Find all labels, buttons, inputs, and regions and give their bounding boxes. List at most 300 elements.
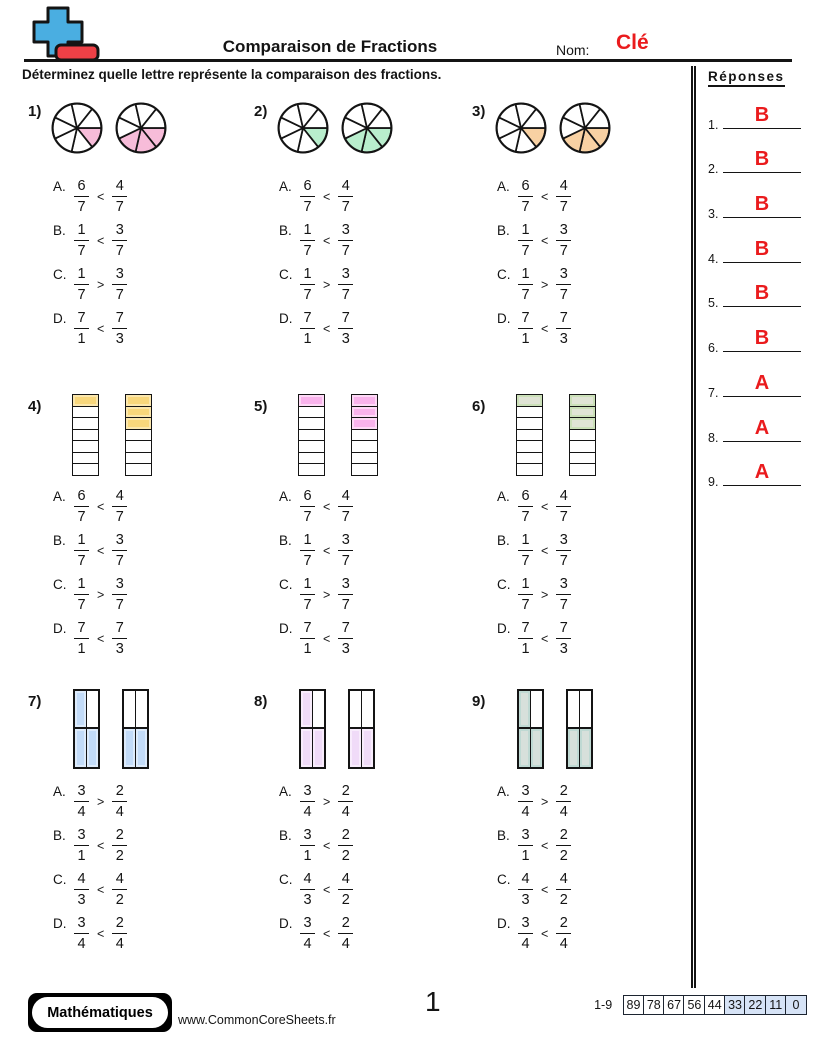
fraction-numerator: 6 [74,177,89,197]
answer-row [696,315,816,360]
fraction-numerator: 2 [556,914,571,934]
choice-letter: B. [497,828,510,843]
comparison-operator: < [97,839,105,853]
comparison-operator: > [323,588,331,602]
fraction-grid-figure [122,689,149,769]
shaded-part [517,395,542,407]
fraction-denominator: 7 [115,199,124,215]
comparison-operator: < [323,632,331,646]
problem-number: 6) [472,398,486,415]
figure-pair [517,689,593,769]
fraction-denominator: 7 [341,597,350,613]
fraction-numerator: 7 [112,619,127,639]
unshaded-part [517,418,542,430]
choices-list [279,177,353,353]
comparison-operator: > [97,278,105,292]
fraction-denominator: 2 [341,848,350,864]
fraction [518,619,533,659]
fraction [556,575,571,615]
fraction [300,914,315,954]
comparison-operator: < [97,190,105,204]
comparison-operator: < [97,322,105,336]
unshaded-part [362,691,374,729]
fraction [112,575,127,615]
comparison-operator: < [97,500,105,514]
fraction-denominator: 7 [303,287,312,303]
score-cell: 22 [744,995,766,1015]
answer-row [696,226,816,271]
fraction [300,531,315,571]
choice-row [279,309,353,353]
fraction-denominator: 7 [77,553,86,569]
comparison-operator: < [541,544,549,558]
choice-row [279,782,353,826]
fraction [338,177,353,217]
fraction-numerator: 3 [556,265,571,285]
fraction-denominator: 7 [115,509,124,525]
comparison-operator: < [97,234,105,248]
choice-row [497,265,571,309]
fraction [300,619,315,659]
fraction-numerator: 6 [518,487,533,507]
comparison-operator: < [97,632,105,646]
fraction-denominator: 7 [521,287,530,303]
choice-letter: A. [53,179,66,194]
choices-list [497,177,571,353]
choice-letter: A. [279,489,292,504]
choice-letter: B. [279,828,292,843]
choice-letter: D. [53,916,67,931]
fraction-bar-figure [516,394,543,476]
comparison-operator: > [323,278,331,292]
comparison-operator: < [541,234,549,248]
fraction-numerator: 3 [338,265,353,285]
choice-letter: A. [279,784,292,799]
fraction-numerator: 1 [518,575,533,595]
answer-letter: B [754,237,770,260]
comparison-operator: > [541,795,549,809]
unshaded-part [126,430,151,442]
choice-letter: B. [497,223,510,238]
comparison-operator: < [541,632,549,646]
choice-row [53,826,127,870]
fraction [112,619,127,659]
fraction-numerator: 2 [112,914,127,934]
fraction-denominator: 7 [77,597,86,613]
shaded-part [568,729,580,767]
fraction [112,309,127,349]
fraction [338,531,353,571]
fraction-denominator: 7 [303,199,312,215]
choice-row [497,575,571,619]
unshaded-part [126,464,151,475]
comparison-operator: > [541,278,549,292]
fraction-denominator: 7 [521,243,530,259]
fraction-denominator: 3 [559,641,568,657]
plus-minus-icon [18,5,100,63]
header-rule [24,59,792,62]
answer-line [723,172,801,173]
unshaded-part [570,464,595,475]
choice-row [279,487,353,531]
problem-number: 9) [472,693,486,710]
score-table [594,995,807,1015]
fraction-denominator: 3 [521,892,530,908]
unshaded-part [352,464,377,475]
fraction-denominator: 7 [115,553,124,569]
choice-row [497,914,571,958]
fraction-numerator: 4 [300,870,315,890]
fraction-denominator: 7 [303,243,312,259]
answer-line [723,485,801,486]
answer-letter: A [754,371,770,394]
fraction-grid-figure [348,689,375,769]
fraction-numerator: 4 [338,487,353,507]
problem-number: 8) [254,693,268,710]
choice-letter: C. [53,267,67,282]
fraction-bar-figure [72,394,99,476]
answer-line [723,396,801,397]
answer-line [723,441,801,442]
comparison-operator: < [323,839,331,853]
fraction [556,782,571,822]
answers-title: Réponses [708,69,785,87]
answer-row [696,405,816,450]
fraction-denominator: 7 [521,553,530,569]
comparison-operator: > [323,795,331,809]
fraction [556,914,571,954]
choice-row [279,531,353,575]
shaded-part [580,729,592,767]
figure-pair [494,101,612,155]
fraction [300,309,315,349]
brand-label: Mathématiques [32,997,168,1028]
shaded-part [352,418,377,430]
choices-list [279,487,353,663]
fraction-numerator: 2 [556,826,571,846]
choice-letter: C. [497,577,511,592]
unshaded-part [299,441,324,453]
fraction-numerator: 1 [518,531,533,551]
fraction-denominator: 1 [77,331,86,347]
choice-row [53,531,127,575]
unshaded-part [299,407,324,419]
shaded-part [570,418,595,430]
answer-letter: B [754,282,770,305]
fraction [338,575,353,615]
choice-row [497,619,571,663]
fraction [112,487,127,527]
choice-row [279,575,353,619]
fraction-denominator: 1 [303,331,312,347]
fraction-numerator: 2 [112,826,127,846]
fraction-numerator: 3 [112,221,127,241]
fraction-denominator: 3 [341,641,350,657]
fraction [112,265,127,305]
fraction-denominator: 4 [559,804,568,820]
choice-letter: C. [279,577,293,592]
choice-letter: C. [497,267,511,282]
answer-letter: B [754,103,770,126]
fraction [112,221,127,261]
answer-line [723,128,801,129]
choice-row [279,619,353,663]
answer-line [723,306,801,307]
fraction [338,782,353,822]
unshaded-part [580,691,592,729]
fraction [556,177,571,217]
page-title: Comparaison de Fractions [222,37,438,56]
fraction-numerator: 1 [300,575,315,595]
fraction-denominator: 1 [303,641,312,657]
unshaded-part [73,464,98,475]
fraction-denominator: 4 [115,804,124,820]
page-number: 1 [425,986,441,1017]
fraction-denominator: 2 [341,892,350,908]
fraction [518,221,533,261]
shaded-part [87,729,99,767]
fraction [556,826,571,866]
problem-number: 2) [254,103,268,120]
shaded-part [570,395,595,407]
fraction [338,914,353,954]
choice-letter: D. [497,621,511,636]
unshaded-part [136,691,148,729]
fraction-pie-figure [276,101,330,155]
problem-number: 3) [472,103,486,120]
fraction-numerator: 7 [556,309,571,329]
choice-row [279,221,353,265]
fraction-numerator: 3 [338,575,353,595]
answer-number: 3. [708,207,719,222]
answer-number: 9. [708,475,719,490]
choice-letter: B. [53,223,66,238]
fraction-numerator: 1 [300,531,315,551]
name-label: Nom: [556,42,590,58]
choice-row [497,177,571,221]
fraction-denominator: 4 [559,936,568,952]
problem-cell [246,685,470,977]
fraction [74,487,89,527]
unshaded-part [73,418,98,430]
fraction [518,914,533,954]
fraction [112,782,127,822]
fraction-denominator: 7 [559,243,568,259]
fraction-numerator: 3 [74,914,89,934]
choice-row [53,487,127,531]
score-cell: 33 [724,995,746,1015]
fraction-numerator: 6 [74,487,89,507]
fraction-pie-figure [114,101,168,155]
fraction [556,619,571,659]
fraction-denominator: 7 [521,199,530,215]
shaded-part [126,395,151,407]
choice-letter: B. [53,533,66,548]
figure-pair [73,689,149,769]
figure-pair [276,101,394,155]
comparison-operator: < [97,544,105,558]
fraction [112,914,127,954]
fraction-numerator: 1 [74,575,89,595]
fraction-numerator: 3 [74,826,89,846]
unshaded-part [73,453,98,465]
answer-number: 8. [708,430,719,445]
fraction-denominator: 7 [77,509,86,525]
comparison-operator: < [541,883,549,897]
fraction-denominator: 1 [303,848,312,864]
fraction-numerator: 4 [338,177,353,197]
fraction-numerator: 6 [300,177,315,197]
answer-row [696,271,816,316]
fraction-numerator: 7 [74,309,89,329]
fraction-denominator: 7 [77,287,86,303]
comparison-operator: < [323,190,331,204]
choice-row [497,487,571,531]
fraction-numerator: 7 [300,309,315,329]
choice-row [53,782,127,826]
shaded-part [73,395,98,407]
fraction [338,826,353,866]
fraction-denominator: 7 [559,199,568,215]
choice-row [279,870,353,914]
fraction [338,309,353,349]
fraction-denominator: 1 [77,641,86,657]
fraction-numerator: 4 [112,870,127,890]
figure-pair [299,689,375,769]
fraction-numerator: 2 [556,782,571,802]
fraction-denominator: 7 [77,243,86,259]
fraction-numerator: 4 [338,870,353,890]
fraction-denominator: 1 [77,848,86,864]
answer-number: 7. [708,385,719,400]
fraction [338,870,353,910]
fraction-denominator: 7 [115,243,124,259]
fraction [518,309,533,349]
fraction-numerator: 6 [518,177,533,197]
fraction-denominator: 4 [521,804,530,820]
fraction-numerator: 3 [112,531,127,551]
answer-letter: B [754,327,770,350]
unshaded-part [352,453,377,465]
shaded-part [519,691,531,729]
choice-letter: D. [279,916,293,931]
answer-letter: A [754,461,770,484]
fraction [518,870,533,910]
unshaded-part [570,441,595,453]
fraction-numerator: 7 [518,309,533,329]
figure-pair [516,394,596,476]
choices-list [53,487,127,663]
fraction-denominator: 1 [521,848,530,864]
fraction [74,619,89,659]
name-value: Clé [616,31,649,54]
fraction-pie-figure [340,101,394,155]
fraction-numerator: 3 [300,782,315,802]
fraction-numerator: 3 [518,826,533,846]
fraction [556,487,571,527]
fraction-denominator: 7 [559,509,568,525]
unshaded-part [87,691,99,729]
fraction [74,782,89,822]
fraction [556,309,571,349]
fraction-numerator: 7 [338,619,353,639]
score-range-label: 1-9 [594,998,613,1012]
answer-row [696,360,816,405]
choices-list [497,782,571,958]
choice-row [53,309,127,353]
choice-letter: A. [497,179,510,194]
choice-letter: A. [497,489,510,504]
fraction-denominator: 2 [115,892,124,908]
comparison-operator: < [97,927,105,941]
fraction [112,826,127,866]
choice-letter: A. [497,784,510,799]
shaded-part [136,729,148,767]
fraction-numerator: 4 [112,177,127,197]
choice-letter: C. [279,872,293,887]
fraction-pie-figure [494,101,548,155]
fraction-numerator: 6 [300,487,315,507]
choice-letter: D. [279,311,293,326]
problem-cell [464,685,688,977]
choice-letter: C. [53,872,67,887]
fraction-numerator: 2 [338,914,353,934]
score-cell: 89 [623,995,645,1015]
choice-row [279,265,353,309]
fraction-numerator: 1 [74,221,89,241]
choice-letter: D. [497,916,511,931]
fraction-grid-figure [566,689,593,769]
fraction-denominator: 1 [521,641,530,657]
shaded-part [299,395,324,407]
choice-letter: A. [53,784,66,799]
fraction [518,487,533,527]
fraction [518,575,533,615]
problem-cell [20,685,244,977]
answer-row [696,450,816,495]
shaded-part [313,729,325,767]
choice-row [53,177,127,221]
fraction-numerator: 3 [112,575,127,595]
fraction-denominator: 4 [303,804,312,820]
fraction-denominator: 2 [115,848,124,864]
fraction-denominator: 7 [341,553,350,569]
shaded-part [350,729,362,767]
choice-letter: B. [497,533,510,548]
choices-list [279,782,353,958]
unshaded-part [126,453,151,465]
choice-letter: D. [279,621,293,636]
fraction [518,782,533,822]
answer-number: 6. [708,341,719,356]
unshaded-part [126,441,151,453]
unshaded-part [570,430,595,442]
fraction-denominator: 7 [521,597,530,613]
shaded-part [126,407,151,419]
choice-row [53,870,127,914]
fraction-bar-figure [298,394,325,476]
shaded-part [519,729,531,767]
instruction-text: Déterminez quelle lettre représente la comparaison des fractions. [22,67,442,82]
fraction-denominator: 3 [303,892,312,908]
comparison-operator: < [97,883,105,897]
answer-row [696,181,816,226]
answer-letter: B [754,148,770,171]
comparison-operator: < [323,500,331,514]
fraction-grid-figure [517,689,544,769]
fraction-numerator: 3 [300,914,315,934]
shaded-part [570,407,595,419]
